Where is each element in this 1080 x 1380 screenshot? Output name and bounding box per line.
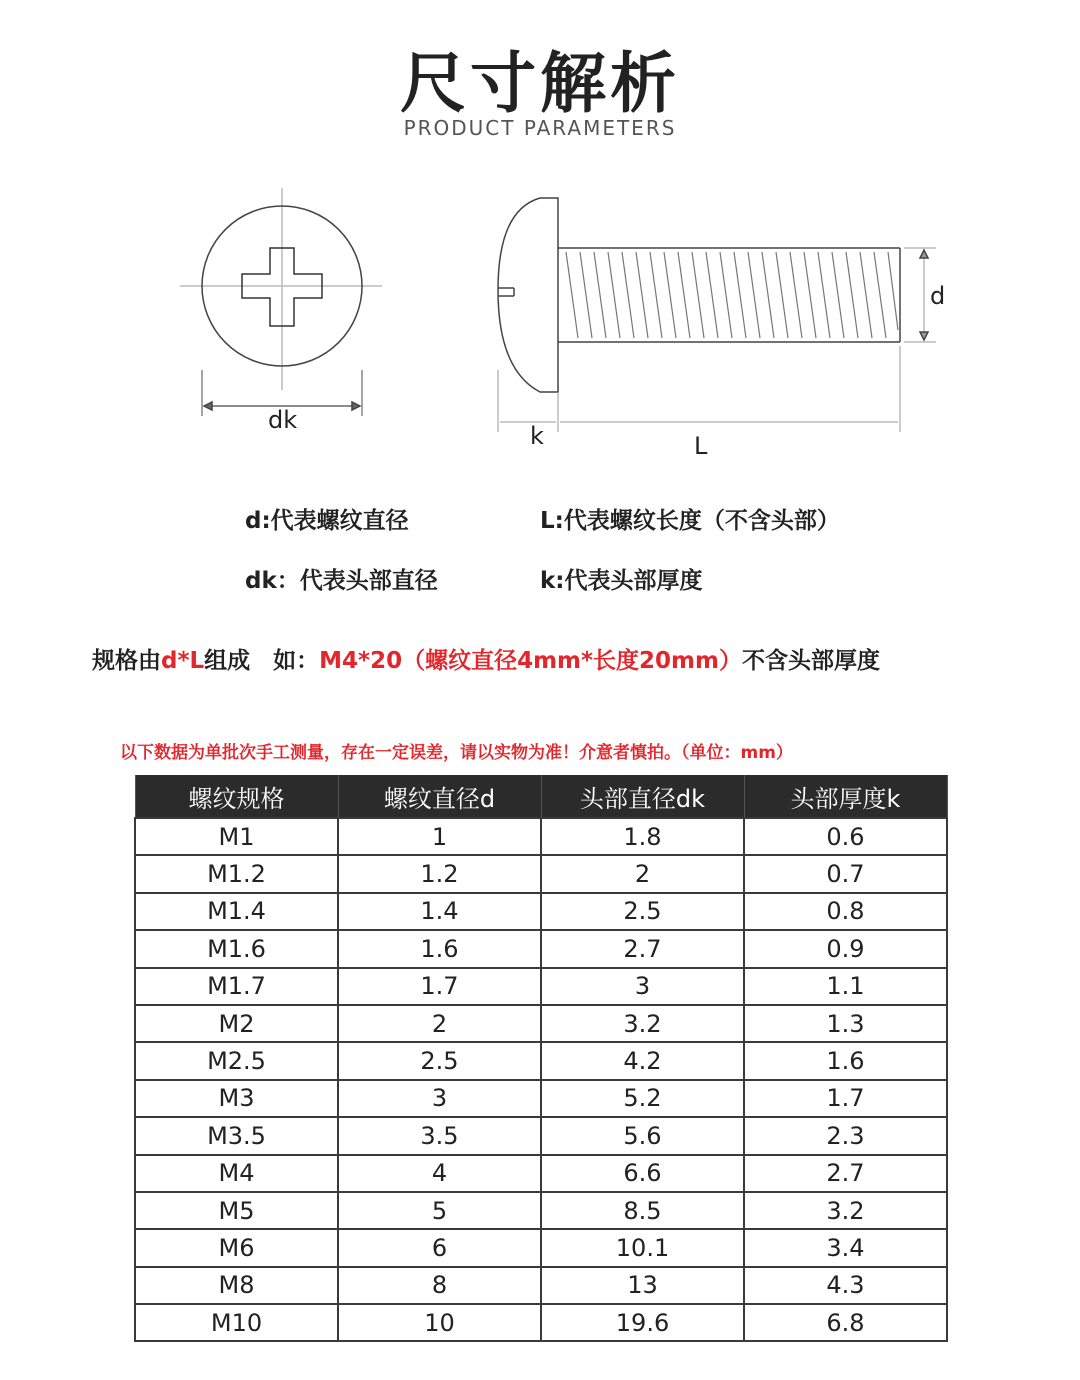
k-label: k bbox=[530, 422, 544, 450]
table-row bbox=[135, 1304, 947, 1341]
cell-spec: M6 bbox=[135, 1229, 338, 1266]
cell-d: 6 bbox=[338, 1229, 541, 1266]
cell-k: 3.4 bbox=[744, 1229, 947, 1266]
cell-dk: 13 bbox=[541, 1267, 744, 1304]
cell-dk: 8.5 bbox=[541, 1192, 744, 1229]
spec-part2: d*L bbox=[161, 648, 205, 674]
cell-spec: M3.5 bbox=[135, 1117, 338, 1154]
cell-k: 3.2 bbox=[744, 1192, 947, 1229]
header-head-thickness: 头部厚度k bbox=[744, 775, 947, 818]
cell-dk: 3.2 bbox=[541, 1005, 744, 1042]
cell-k: 1.7 bbox=[744, 1080, 947, 1117]
cell-spec: M1.7 bbox=[135, 968, 338, 1005]
cell-k: 0.9 bbox=[744, 930, 947, 967]
table-row bbox=[135, 1005, 947, 1042]
legend-L: L:代表螺纹长度（不含头部） bbox=[540, 508, 840, 534]
table-row bbox=[135, 1192, 947, 1229]
table-header-row bbox=[135, 775, 947, 818]
legend-k: k:代表头部厚度 bbox=[540, 568, 703, 594]
L-label: L bbox=[694, 432, 708, 460]
table-row bbox=[135, 1042, 947, 1079]
cell-spec: M10 bbox=[135, 1304, 338, 1341]
cell-dk: 6.6 bbox=[541, 1155, 744, 1192]
cell-d: 5 bbox=[338, 1192, 541, 1229]
table-row bbox=[135, 1080, 947, 1117]
legend-d: d:代表螺纹直径 bbox=[245, 508, 409, 534]
table-row bbox=[135, 1229, 947, 1266]
page-title: 尺寸解析 bbox=[400, 45, 680, 122]
spec-explanation bbox=[92, 642, 880, 675]
header-thread-spec: 螺纹规格 bbox=[135, 775, 338, 818]
cell-k: 4.3 bbox=[744, 1267, 947, 1304]
dk-label: dk bbox=[268, 406, 298, 434]
cell-spec: M8 bbox=[135, 1267, 338, 1304]
cell-k: 1.3 bbox=[744, 1005, 947, 1042]
measurement-note: 以下数据为单批次手工测量，存在一定误差，请以实物为准！介意者慎拍。（单位：mm） bbox=[120, 743, 793, 763]
cell-d: 2.5 bbox=[338, 1042, 541, 1079]
screw-head-top-view bbox=[180, 188, 382, 416]
d-label: d bbox=[930, 282, 946, 310]
cell-spec: M1.6 bbox=[135, 930, 338, 967]
table-row bbox=[135, 1117, 947, 1154]
header-thread-diameter: 螺纹直径d bbox=[338, 775, 541, 818]
cell-d: 2 bbox=[338, 1005, 541, 1042]
cell-dk: 2 bbox=[541, 855, 744, 892]
spec-part5: 不含头部厚度 bbox=[741, 648, 880, 674]
cell-d: 8 bbox=[338, 1267, 541, 1304]
table-row bbox=[135, 930, 947, 967]
header-head-diameter: 头部直径dk bbox=[541, 775, 744, 818]
cell-k: 2.7 bbox=[744, 1155, 947, 1192]
cell-d: 1.2 bbox=[338, 855, 541, 892]
cell-k: 0.7 bbox=[744, 855, 947, 892]
cell-d: 3.5 bbox=[338, 1117, 541, 1154]
cell-spec: M4 bbox=[135, 1155, 338, 1192]
cell-dk: 1.8 bbox=[541, 818, 744, 855]
cell-spec: M1.4 bbox=[135, 893, 338, 930]
cell-spec: M3 bbox=[135, 1080, 338, 1117]
cell-spec: M1 bbox=[135, 818, 338, 855]
cell-k: 1.1 bbox=[744, 968, 947, 1005]
cell-d: 1.6 bbox=[338, 930, 541, 967]
spec-example: M4*20（螺纹直径4mm*长度20mm） bbox=[319, 648, 742, 674]
cell-dk: 2.7 bbox=[541, 930, 744, 967]
dimension-table bbox=[134, 775, 948, 1342]
cell-spec: M5 bbox=[135, 1192, 338, 1229]
cell-d: 1.7 bbox=[338, 968, 541, 1005]
cell-k: 6.8 bbox=[744, 1304, 947, 1341]
cell-d: 1.4 bbox=[338, 893, 541, 930]
table-row bbox=[135, 968, 947, 1005]
cell-dk: 2.5 bbox=[541, 893, 744, 930]
table-row bbox=[135, 818, 947, 855]
cell-d: 4 bbox=[338, 1155, 541, 1192]
screw-side-view bbox=[498, 198, 936, 432]
page-subtitle: PRODUCT PARAMETERS bbox=[403, 116, 677, 140]
table-row bbox=[135, 855, 947, 892]
cell-dk: 4.2 bbox=[541, 1042, 744, 1079]
cell-d: 10 bbox=[338, 1304, 541, 1341]
cell-dk: 19.6 bbox=[541, 1304, 744, 1341]
cell-spec: M2.5 bbox=[135, 1042, 338, 1079]
cell-spec: M2 bbox=[135, 1005, 338, 1042]
cell-spec: M1.2 bbox=[135, 855, 338, 892]
cell-k: 2.3 bbox=[744, 1117, 947, 1154]
cell-dk: 5.2 bbox=[541, 1080, 744, 1117]
cell-dk: 5.6 bbox=[541, 1117, 744, 1154]
screw-dimension-diagram bbox=[0, 170, 1080, 460]
legend-dk: dk：代表头部直径 bbox=[245, 568, 438, 594]
cell-k: 0.8 bbox=[744, 893, 947, 930]
cell-dk: 3 bbox=[541, 968, 744, 1005]
cell-k: 1.6 bbox=[744, 1042, 947, 1079]
cell-d: 1 bbox=[338, 818, 541, 855]
table-row bbox=[135, 1267, 947, 1304]
cell-k: 0.6 bbox=[744, 818, 947, 855]
table-row bbox=[135, 893, 947, 930]
table-row bbox=[135, 1155, 947, 1192]
cell-dk: 10.1 bbox=[541, 1229, 744, 1266]
spec-part1: 规格由 bbox=[92, 648, 161, 674]
cell-d: 3 bbox=[338, 1080, 541, 1117]
spec-part3: 组成 如： bbox=[204, 648, 320, 674]
